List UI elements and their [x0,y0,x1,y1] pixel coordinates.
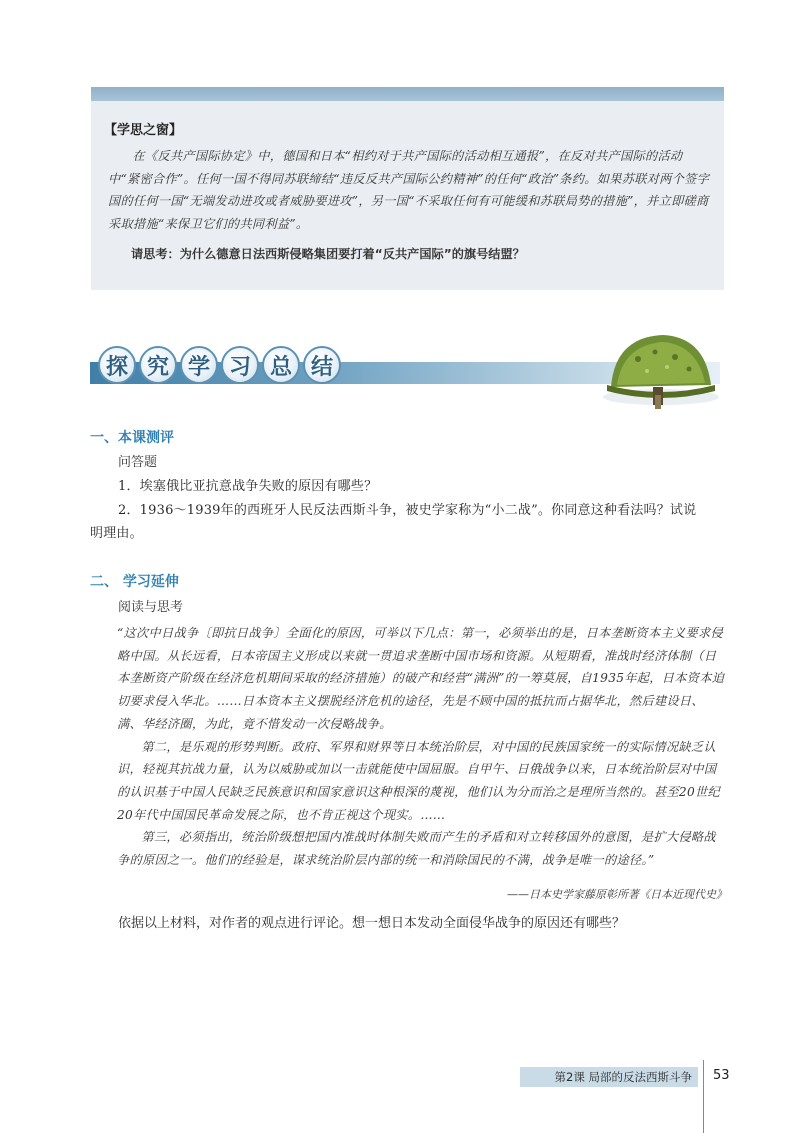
banner-title [98,346,344,390]
quote-paragraph-2: 第二，是乐观的形势判断。政府、军界和财界等日本统治阶层，对中国的民族国家统一的实际情况缺乏认识，轻视其抗战力量，认为以威胁或加以一击就能使中国屈服。自甲午、日俄战争以来，日本统治阶层对中国的认识基于中国人民缺乏民族意识和国家意识这种根深的蔑视，他们认为分而治之是理所当然的。甚至20世纪20年代中国国民革命发展之际，也不肯正视这个现实。…… [117,739,721,822]
footer-divider [703,1060,704,1133]
section-heading-assessment: 一、本课测评 [90,430,174,446]
question-2-line1: 2．1936～1939年的西班牙人民反法西斯斗争，被史学家称为“小二战”。你同意这种看法吗？试说 [118,503,697,518]
think-window-topbar [91,87,724,101]
question-1: 1．埃塞俄比亚抗意战争失败的原因有哪些？ [118,479,378,494]
banner-char: 学 [180,346,218,384]
banner-char: 习 [221,346,259,384]
quote-source: ——日本史学家藤原彰所著《日本近现代史》 [507,888,727,901]
question-2-line2: 明理由。 [90,526,143,541]
think-window-title: 【学思之窗】 [104,123,183,138]
final-prompt: 依据以上材料，对作者的观点进行评论。想一想日本发动全面侵华战争的原因还有哪些？ [118,916,626,931]
think-window-box [91,87,724,290]
page-number: 53 [713,1068,730,1083]
think-window-paragraph: 在《反共产国际协定》中，德国和日本“相约对于共产国际的活动相互通报”，在反对共产国际的活动中“紧密合作”。任何一国不得同苏联缔结“违反反共产国际公约精神”的任何“政治”条约。如果苏联对两个签字国的任何一国“无端发动进攻或者威胁要进攻”，另一国“不采取任何有可能缓和苏联局势的措施”，并立即磋商采取措施“来保卫它们的共同利益”。 [108,149,710,231]
footer-lesson-bar: 第2课 局部的反法西斯斗争 [520,1067,698,1087]
think-window-question: 请思考：为什么德意日法西斯侵略集团要打着“反共产国际”的旗号结盟？ [131,247,525,261]
section-heading-extension: 二、 学习延伸 [90,574,179,590]
banner-char: 结 [303,346,341,384]
quote-paragraph-3: 第三，必须指出，统治阶级想把国内准战时体制失败而产生的矛盾和对立转移国外的意图，是扩大侵略战争的原因之一。他们的经验是，谋求统治阶层内部的统一和消除国民的不满，战争是唯一的途径。” [117,830,716,868]
helmet-icon [593,327,723,411]
banner-char: 探 [98,346,136,384]
quote-paragraph-1: “这次中日战争〔即抗日战争〕全面化的原因，可举以下几点：第一，必须举出的是，日本垄断资本主义要求侵略中国。从长远看，日本帝国主义形成以来就一贯追求垄断中国市场和资源。从短期看，准战时经济体制（日本垄断资产阶级在经济危机期间采取的经济措施）的破产和经营“满洲”的一筹莫展，自1935年起，日本资本迫切要求侵入华北。……日本资本主义摆脱经济危机的途径，先是不顾中国的抵抗而占据华北，然后建设日、满、华经济圈，为此，竟不惜发动一次侵略战争。 [117,626,725,731]
reading-quote [117,622,727,872]
section-subheading-reading: 阅读与思考 [118,600,184,615]
banner-char: 究 [139,346,177,384]
banner-char: 总 [262,346,300,384]
section-subheading-qa: 问答题 [118,455,158,470]
